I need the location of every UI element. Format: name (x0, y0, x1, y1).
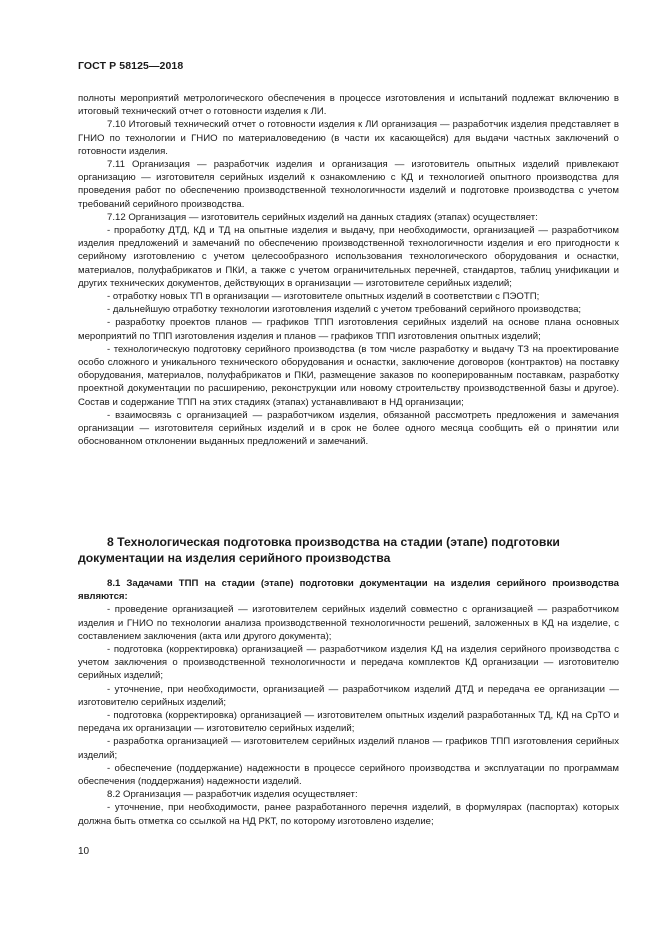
list-item: - проработку ДТД, КД и ТД на опытные изделия и выдачу, при необходимости, организацией — разработчиком изделия предложений и замечаний по обеспечению производственной технологичности изделия и его пригодности к серийному изготовлению с учетом целесообразного использования технологического оборудования и оснастки, материалов, полуфабрикатов и ПКИ, а также с учетом ограничительных перечней, стандартов, таблиц унификации и других технических документов, действующих в организации — изготовителе серийных изделий; (78, 225, 619, 289)
list-item: - подготовка (корректировка) организацией — разработчиком изделия КД на изделия серийного производства с учетом заключения о производственной технологичности и передача комплектов КД организации — изготовителю серийных изделий; (78, 644, 619, 682)
body-text-top (78, 92, 619, 448)
paragraph: 7.12 Организация — изготовитель серийных изделий на данных стадиях (этапах) осуществляет: (107, 211, 538, 223)
section-title: Технологическая подготовка производства на стадии (этапе) подготовки документации на изделия серийного производства (78, 535, 560, 565)
list-item: - проведение организацией — изготовителем серийных изделий совместно с организацией — разработчиком изделия и ГНИО по технологии анализа производственной технологичности решений, заложенных в КД на изделие, с составлением заключения (акта или другого документа); (78, 604, 619, 642)
section-number: 8 (107, 535, 114, 549)
list-item: - дальнейшую отработку технологии изготовления изделий с учетом требований серийного производства; (107, 304, 582, 316)
list-item: - отработку новых ТП в организации — изготовителе опытных изделий в соответствии с ПЭОТП; (107, 291, 540, 303)
list-item: - обеспечение (поддержание) надежности в процессе серийного производства и эксплуатации по программам обеспечения (поддержания) надежности изделий. (78, 762, 619, 788)
paragraph: 8.1 Задачами ТПП на стадии (этапе) подготовки документации на изделия серийного производства являются: (78, 578, 619, 603)
paragraph: 8.2 Организация — разработчик изделия осуществляет: (107, 789, 358, 801)
paragraph: 7.11 Организация — разработчик изделия и организация — изготовитель опытных изделий привлекают организацию — изготовителя серийных изделий к ознакомлению с КД и технологией опытного производства для проведения работ по обеспечению производственной технологичности изделий и подготовке производства с учетом требований серийного производства. (78, 159, 619, 210)
page-number: 10 (78, 846, 90, 857)
list-item: - уточнение, при необходимости, организацией — разработчиком изделий ДТД и передача ее организации — изготовителю серийных изделий; (78, 683, 619, 708)
list-item: - подготовка (корректировка) организацией — изготовителем опытных изделий разработанных ТД, КД на СрТО и передача их организации — изготовителю серийных изделий; (78, 710, 619, 735)
section-heading (78, 534, 619, 566)
list-item: - взаимосвязь с организацией — разработчиком изделия, обязанной рассмотреть предложения и замечания организации — изготовителя серийных изделий и в срок не более одного месяца сообщить ей о принятии или обоснованном отклонении выданных предложений и замечаний. (78, 409, 619, 448)
list-item: - уточнение, при необходимости, ранее разработанного перечня изделий, в формулярах (паспортах) которых должна быть отметка со ссылкой на НД РКТ, по которому изготовлено изделие; (78, 802, 619, 827)
list-item: - технологическую подготовку серийного производства (в том числе разработку и выдачу ТЗ на проектирование особо сложного и уникального технического оборудования и оснастки, заключение договоров (контрактов) на поставку оборудования, материалов, полуфабрикатов и ПКИ, размещение заказов по кооперированным поставкам, разработку проектной документации по расширению, реконструкции или новому строительству производственной базы и другое). Состав и содержание ТПП на этих стадиях (этапах) устанавливают в НД организации; (78, 343, 619, 408)
body-text-bottom (78, 577, 619, 828)
standard-header: ГОСТ Р 58125—2018 (78, 60, 184, 72)
list-item: - разработку проектов планов — графиков ТПП изготовления серийных изделий на основе плана основных мероприятий по ТПП изготовления изделия и планов — графиков ТПП изготовления опытных изделий; (78, 317, 619, 342)
list-item: - разработка организацией — изготовителем серийных изделий планов — графиков ТПП изготовления серийных изделий; (78, 736, 619, 761)
paragraph: 7.10 Итоговый технический отчет о готовности изделия к ЛИ организация — разработчик изделия представляет в ГНИО по технологии и ГНИО по материаловедению (в части их касающейся) для выдачи частных заключений о готовности изделия. (78, 119, 619, 157)
paragraph: полноты мероприятий метрологического обеспечения в процессе изготовления и испытаний подлежат включению в итоговый технический отчет о готовности изделия к ЛИ. (78, 93, 619, 118)
